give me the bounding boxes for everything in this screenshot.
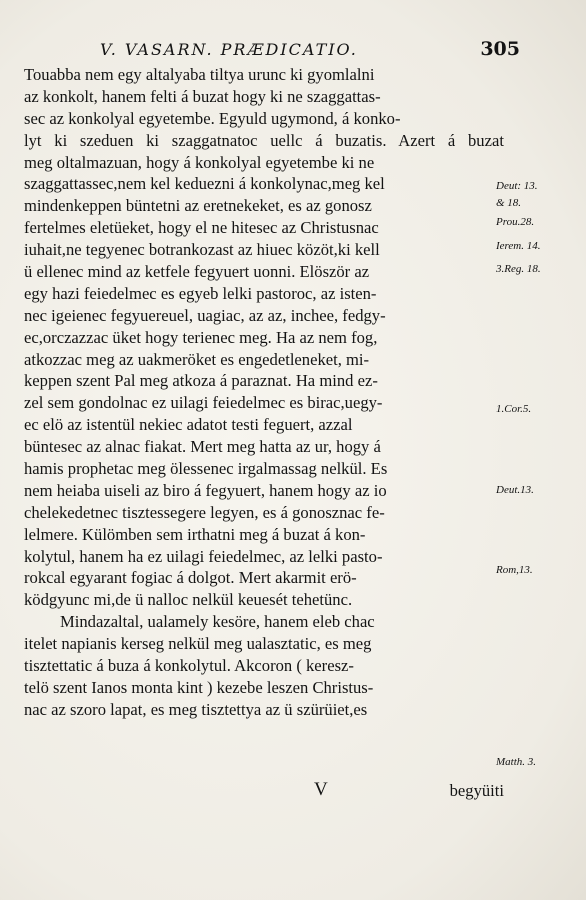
text-line: chelekedetnec tisztessegere legyen, es á gonosznac fe- [24,502,385,522]
catchword: begyüiti [449,781,504,800]
margin-note: & 18. [496,197,522,209]
text-line: szaggattassec,nem kel keduezni á konkolynac,meg kel [24,174,385,194]
margin-note: Ierem. 14. [496,240,541,252]
text-line: Mindazaltal, ualamely kesöre, hanem eleb chac [60,612,375,632]
text-line: nem heiaba uiseli az biro á fegyuert, hanem hogy az io [24,480,387,500]
text-line: meg oltalmazuan, hogy á konkolyal egyetembe ki ne [24,152,375,172]
text-line: rokcal egyarant fogiac á dolgot. Mert akarmit erö- [24,568,357,588]
page-header [100,40,520,64]
text-line: nec igeienec fegyuereuel, uagiac, az az, inchee, fedgy- [24,305,386,325]
text-line: ec,orczazzac üket hogy terienec meg. Ha az nem fog, [24,327,378,347]
text-line: zel sem gondolnac ez uilagi feiedelmec es birac,uegy- [24,393,383,413]
text-line: büntesec az alnac fiakat. Mert meg hatta az ur, hogy á [24,437,381,457]
text-line: fertelmes eletüeket, hogy el ne hitesec az Christusnac [24,218,379,238]
text-line: keppen szent Pal meg atkoza á paraznat. Ha mind ez- [24,371,378,391]
margin-note: Rom,13. [496,564,533,576]
text-line: ec elö az istentül nekiec adatot testi feguert, azzal [24,415,353,435]
text-line: tisztettatic á buza á konkolytul. Akcoron ( keresz- [24,656,354,676]
margin-note: Deut: 13. [496,180,538,192]
signature-mark: V [314,779,328,800]
page-footer [24,779,504,803]
text-line: kolytul, hanem ha ez uilagi feiedelmec, az lelki pasto- [24,546,383,566]
margin-note: Matth. 3. [496,756,537,768]
text-line: lyt ki szeduen ki szaggatnatoc uellc á buzatis. Azert á buzat [24,130,504,150]
text-line: itelet napianis kerseg nelkül meg ualasztatic, es meg [24,634,372,654]
text-line: mindenkeppen büntetni az eretnekeket, es az gonosz [24,196,372,216]
text-line: atkozzac meg az uakmeröket es engedetleneket, mi- [24,349,370,369]
page-number: 305 [480,38,520,60]
text-line: hamis prophetac meg ölessenec irgalmassag nelkül. Es [24,459,388,479]
text-line: ködgyunc mi,de ü nalloc nelkül keuesét tehetünc. [24,590,353,610]
text-line: nac az szoro lapat, es meg tisztettya az ü szürüiet,es [24,699,368,719]
margin-note: 3.Reg. 18. [496,263,541,275]
text-line: egy hazi feiedelmec es egyeb lelki pastoroc, az isten- [24,283,377,303]
margin-note: 1.Cor.5. [496,403,532,415]
text-line: lelmere. Külömben sem irthatni meg á buzat á kon- [24,524,366,544]
margin-note: Prou.28. [496,216,535,228]
text-line: telö szent Ianos monta kint ) kezebe leszen Christus- [24,677,374,697]
text-line: Touabba nem egy altalyaba tiltya urunc ki gyomlalni [24,65,375,84]
text-line: ü ellenec mind az ketfele fegyuert uonni. Elöször az [24,262,370,282]
running-head: V. VASARN. PRÆDICATIO. [100,40,358,59]
text-line: iuhait,ne tegyenec botrankozast az hiuec közöt,ki kell [24,240,380,260]
text-line: sec az konkolyal egyetembe. Egyuld ugymond, á konko- [24,108,401,128]
body-text [24,64,504,721]
margin-note: Deut.13. [496,484,534,496]
text-line: az konkolt, hanem felti á buzat hogy ki ne szaggattas- [24,86,381,106]
